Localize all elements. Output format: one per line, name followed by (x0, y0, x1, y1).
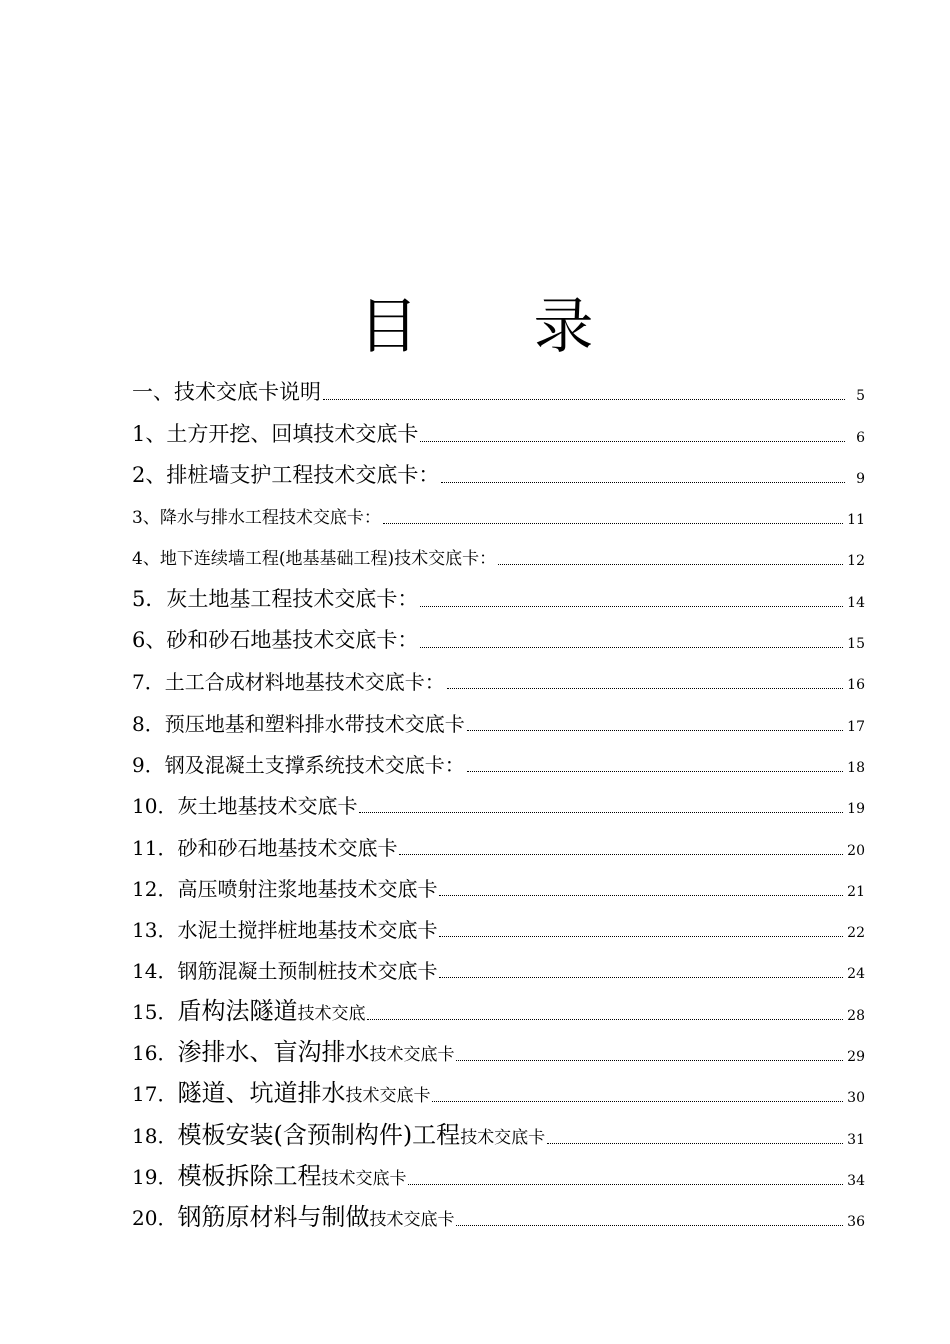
dot-leader (399, 854, 843, 855)
toc-entry-heading: 盾构法隧道 (177, 996, 298, 1025)
toc-entry-page: 29 (847, 1049, 865, 1066)
toc-entry-suffix: 技术交底卡 (369, 1045, 455, 1066)
toc-entry-page: 36 (847, 1214, 865, 1231)
toc-entry-number: 18． (132, 1123, 178, 1148)
toc-entry-suffix: 技术交底卡 (321, 1168, 407, 1189)
toc-entry-heading: 模板安装(含预制构件)工程 (177, 1120, 461, 1149)
toc-entry-page: 15 (847, 636, 865, 653)
toc-entry-heading: 隧道、坑道排水 (177, 1079, 346, 1108)
toc-entry[interactable] (132, 409, 865, 450)
toc-entry[interactable] (132, 740, 865, 781)
toc-entry-label: 14．钢筋混凝土预制桩技术交底卡 (132, 959, 438, 984)
toc-entry[interactable] (132, 781, 865, 822)
toc-entry-label: 13．水泥土搅拌桩地基技术交底卡 (132, 918, 438, 943)
toc-entry-label: 2、排桩墙支护工程技术交底卡： (132, 462, 440, 487)
toc-entry[interactable] (132, 946, 865, 987)
toc-entry-heading: 渗排水、盲沟排水 (177, 1038, 370, 1067)
dot-leader (420, 441, 845, 442)
toc-entry-suffix: 技术交底卡 (460, 1127, 546, 1148)
toc-entry-page: 30 (847, 1090, 865, 1107)
dot-leader (383, 523, 843, 524)
toc-entry[interactable] (132, 492, 865, 533)
dot-leader (467, 730, 843, 731)
toc-entry-label (132, 1161, 407, 1194)
toc-entry-label: 6、砂和砂石地基技术交底卡： (132, 628, 419, 653)
toc-entry[interactable] (132, 1070, 865, 1111)
dot-leader (359, 812, 843, 813)
toc-entry-page: 12 (847, 553, 865, 570)
toc-entry-heading: 模板拆除工程 (177, 1161, 322, 1190)
dot-leader (432, 1101, 843, 1102)
toc-entry-suffix: 技术交底卡 (369, 1210, 455, 1231)
toc-entry[interactable] (132, 905, 865, 946)
toc-entry-label (132, 1081, 430, 1111)
dot-leader (547, 1143, 843, 1144)
toc-entry-label: 7．土工合成材料地基技术交底卡： (132, 670, 445, 695)
toc-entry[interactable] (132, 616, 865, 657)
toc-entry-page: 5 (856, 388, 865, 405)
dot-leader (408, 1184, 843, 1185)
toc-entry-label: 1、土方开挖、回填技术交底卡 (132, 421, 419, 446)
toc-entry-page: 11 (847, 512, 865, 529)
toc-entry-page: 31 (847, 1131, 865, 1148)
toc-entry-page: 19 (847, 801, 865, 818)
dot-leader (447, 688, 843, 689)
toc-entry-label: 10．灰土地基技术交底卡 (132, 794, 358, 819)
toc-entry-heading: 钢筋原材料与制做 (177, 1203, 370, 1232)
toc-entry-page: 28 (847, 1007, 865, 1024)
page-title: 目 录 (358, 292, 642, 362)
toc-entry[interactable] (132, 822, 865, 863)
toc-entry-page: 17 (847, 718, 865, 735)
dot-leader (367, 1019, 843, 1020)
toc-entry[interactable] (132, 1111, 865, 1152)
dot-leader (498, 564, 843, 565)
toc-entry-label: 8．预压地基和塑料排水带技术交底卡 (132, 711, 465, 736)
toc-entry-label: 9．钢及混凝土支撑系统技术交底卡： (132, 752, 465, 777)
toc-entry-label: 11．砂和砂石地基技术交底卡 (132, 835, 398, 860)
toc-entry-number: 20． (132, 1206, 178, 1231)
dot-leader (439, 895, 843, 896)
toc-entry-label (132, 1040, 454, 1070)
toc-entry[interactable] (132, 451, 865, 492)
toc-entry[interactable] (132, 1153, 865, 1194)
toc-entry-label: 3、降水与排水工程技术交底卡： (132, 508, 381, 529)
table-of-contents (132, 368, 865, 1235)
dot-leader (439, 977, 843, 978)
toc-entry-page: 22 (847, 925, 865, 942)
toc-entry-page: 6 (856, 429, 865, 446)
dot-leader (456, 1060, 843, 1061)
toc-entry[interactable] (132, 987, 865, 1028)
toc-entry-page: 20 (847, 842, 865, 859)
dot-leader (420, 606, 843, 607)
toc-entry-label: 一、技术交底卡说明 (132, 380, 321, 405)
toc-entry[interactable] (132, 533, 865, 574)
toc-entry[interactable] (132, 698, 865, 739)
dot-leader (441, 482, 845, 483)
toc-entry-number: 19． (132, 1164, 178, 1189)
toc-entry-suffix: 技术交底卡 (345, 1086, 431, 1107)
toc-entry[interactable] (132, 574, 865, 615)
toc-entry-label (132, 1120, 546, 1153)
dot-leader (456, 1225, 843, 1226)
toc-entry-page: 18 (847, 759, 865, 776)
toc-entry-page: 24 (847, 966, 865, 983)
dot-leader (467, 771, 843, 772)
dot-leader (439, 936, 843, 937)
dot-leader (420, 647, 843, 648)
toc-entry[interactable] (132, 657, 865, 698)
toc-entry-page: 34 (847, 1172, 865, 1189)
toc-entry-label (132, 996, 366, 1029)
toc-entry-number: 17． (132, 1082, 178, 1107)
toc-entry-number: 15． (132, 999, 178, 1024)
toc-entry-page: 16 (847, 677, 865, 694)
toc-entry[interactable] (132, 864, 865, 905)
toc-entry[interactable] (132, 368, 865, 409)
dot-leader (323, 399, 845, 400)
toc-entry-page: 9 (856, 470, 865, 487)
toc-entry-number: 16． (132, 1041, 178, 1066)
toc-entry[interactable] (132, 1029, 865, 1070)
toc-entry-label: 5．灰土地基工程技术交底卡： (132, 586, 419, 611)
toc-entry-label: 12．高压喷射注浆地基技术交底卡 (132, 876, 438, 901)
toc-entry-suffix: 技术交底 (297, 1003, 366, 1024)
toc-entry-page: 14 (847, 594, 865, 611)
toc-entry-label: 4、地下连续墙工程(地基基础工程)技术交底卡： (132, 549, 497, 570)
toc-entry-page: 21 (847, 883, 865, 900)
toc-entry[interactable] (132, 1194, 865, 1235)
toc-entry-label (132, 1205, 454, 1235)
